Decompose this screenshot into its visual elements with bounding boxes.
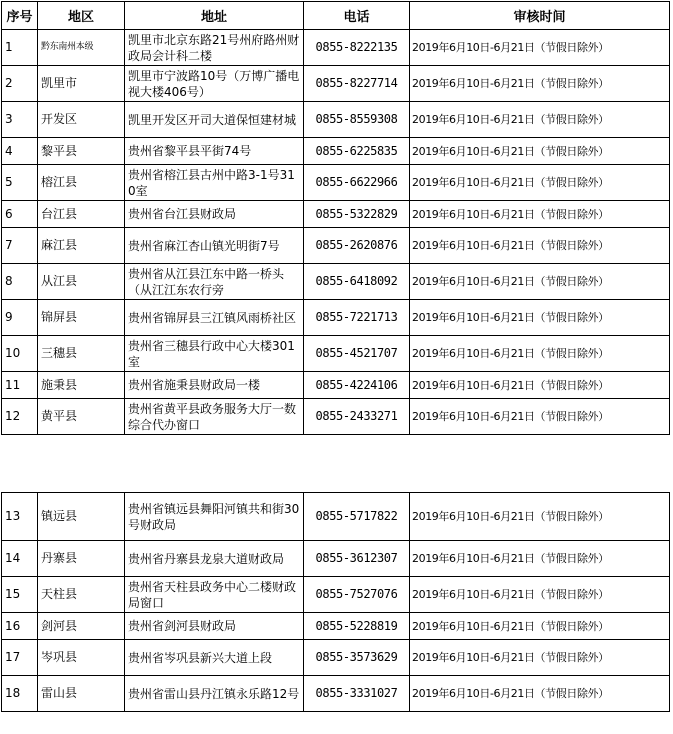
table-row: [2, 493, 670, 541]
row-index: 1: [2, 30, 38, 66]
row-region: 岑巩县: [38, 640, 125, 676]
row-phone: 0855-8222135: [304, 30, 410, 66]
table-row: [2, 577, 670, 613]
row-address: 贵州省天柱县政务中心二楼财政局窗口: [125, 577, 304, 613]
row-region: 从江县: [38, 264, 125, 300]
row-address: 贵州省岑巩县新兴大道上段: [125, 640, 304, 676]
row-address: 贵州省三穗县行政中心大楼301室: [125, 336, 304, 372]
row-index: 7: [2, 228, 38, 264]
row-phone: 0855-4521707: [304, 336, 410, 372]
row-address: 贵州省剑河县财政局: [125, 613, 304, 640]
row-index: 11: [2, 372, 38, 399]
row-phone: 0855-8559308: [304, 102, 410, 138]
row-address: 凯里市宁波路10号（万博广播电视大楼406号）: [125, 66, 304, 102]
row-phone: 0855-3331027: [304, 676, 410, 712]
table-row: [2, 228, 670, 264]
table-row: [2, 372, 670, 399]
row-region: 凯里市: [38, 66, 125, 102]
row-region: 镇远县: [38, 493, 125, 541]
table-row: [2, 613, 670, 640]
row-review-time: 2019年6月10日-6月21日（节假日除外）: [410, 138, 670, 165]
table-row: [2, 66, 670, 102]
row-address: 贵州省黄平县政务服务大厅一数综合代办窗口: [125, 399, 304, 435]
row-phone: 0855-3573629: [304, 640, 410, 676]
row-phone: 0855-5322829: [304, 201, 410, 228]
row-index: 17: [2, 640, 38, 676]
table-row: [2, 336, 670, 372]
row-index: 12: [2, 399, 38, 435]
row-review-time: 2019年6月10日-6月21日（节假日除外）: [410, 30, 670, 66]
row-phone: 0855-7221713: [304, 300, 410, 336]
row-region: 三穗县: [38, 336, 125, 372]
row-region: 黔东南州本级: [38, 30, 125, 66]
row-review-time: 2019年6月10日-6月21日（节假日除外）: [410, 399, 670, 435]
table-row: [2, 30, 670, 66]
row-region: 黄平县: [38, 399, 125, 435]
row-index: 10: [2, 336, 38, 372]
row-address: 贵州省榕江县古州中路3-1号310室: [125, 165, 304, 201]
row-review-time: 2019年6月10日-6月21日（节假日除外）: [410, 336, 670, 372]
row-region: 黎平县: [38, 138, 125, 165]
row-phone: 0855-5228819: [304, 613, 410, 640]
row-phone: 0855-8227714: [304, 66, 410, 102]
table-header-row: [2, 2, 670, 30]
row-index: 6: [2, 201, 38, 228]
row-phone: 0855-6225835: [304, 138, 410, 165]
table-row: [2, 640, 670, 676]
row-address: 贵州省施秉县财政局一楼: [125, 372, 304, 399]
row-review-time: 2019年6月10日-6月21日（节假日除外）: [410, 541, 670, 577]
row-index: 4: [2, 138, 38, 165]
row-address: 贵州省雷山县丹江镇永乐路12号: [125, 676, 304, 712]
table-row: [2, 676, 670, 712]
row-address: 贵州省麻江杏山镇光明街7号: [125, 228, 304, 264]
row-address: 贵州省黎平县平街74号: [125, 138, 304, 165]
row-review-time: 2019年6月10日-6月21日（节假日除外）: [410, 577, 670, 613]
row-review-time: 2019年6月10日-6月21日（节假日除外）: [410, 165, 670, 201]
table-row: [2, 102, 670, 138]
row-region: 台江县: [38, 201, 125, 228]
row-index: 16: [2, 613, 38, 640]
row-review-time: 2019年6月10日-6月21日（节假日除外）: [410, 493, 670, 541]
row-review-time: 2019年6月10日-6月21日（节假日除外）: [410, 613, 670, 640]
review-table-bottom: [1, 492, 670, 712]
header-review-time: 审核时间: [410, 2, 670, 30]
header-phone: 电话: [304, 2, 410, 30]
row-address: 贵州省锦屏县三江镇风雨桥社区: [125, 300, 304, 336]
row-region: 天柱县: [38, 577, 125, 613]
row-phone: 0855-3612307: [304, 541, 410, 577]
row-region: 丹寨县: [38, 541, 125, 577]
table-row: [2, 399, 670, 435]
row-region: 剑河县: [38, 613, 125, 640]
table-row: [2, 300, 670, 336]
row-index: 14: [2, 541, 38, 577]
row-index: 18: [2, 676, 38, 712]
table-row: [2, 541, 670, 577]
table-row: [2, 264, 670, 300]
table-row: [2, 201, 670, 228]
row-phone: 0855-5717822: [304, 493, 410, 541]
row-phone: 0855-4224106: [304, 372, 410, 399]
row-phone: 0855-2433271: [304, 399, 410, 435]
table-row: [2, 165, 670, 201]
row-index: 8: [2, 264, 38, 300]
row-address: 贵州省台江县财政局: [125, 201, 304, 228]
row-review-time: 2019年6月10日-6月21日（节假日除外）: [410, 102, 670, 138]
row-index: 2: [2, 66, 38, 102]
review-table-top: [1, 1, 670, 435]
row-index: 5: [2, 165, 38, 201]
header-index: 序号: [2, 2, 38, 30]
row-review-time: 2019年6月10日-6月21日（节假日除外）: [410, 264, 670, 300]
row-review-time: 2019年6月10日-6月21日（节假日除外）: [410, 676, 670, 712]
row-review-time: 2019年6月10日-6月21日（节假日除外）: [410, 66, 670, 102]
header-region: 地区: [38, 2, 125, 30]
row-address: 贵州省镇远县舞阳河镇共和街30号财政局: [125, 493, 304, 541]
row-address: 凯里市北京东路21号州府路州财政局会计科二楼: [125, 30, 304, 66]
row-region: 开发区: [38, 102, 125, 138]
row-phone: 0855-2620876: [304, 228, 410, 264]
row-address: 贵州省丹寨县龙泉大道财政局: [125, 541, 304, 577]
row-review-time: 2019年6月10日-6月21日（节假日除外）: [410, 640, 670, 676]
row-address: 凯里开发区开司大道保恒建材城: [125, 102, 304, 138]
row-index: 13: [2, 493, 38, 541]
header-address: 地址: [125, 2, 304, 30]
row-phone: 0855-6622966: [304, 165, 410, 201]
row-phone: 0855-7527076: [304, 577, 410, 613]
row-region: 施秉县: [38, 372, 125, 399]
row-region: 麻江县: [38, 228, 125, 264]
row-region: 雷山县: [38, 676, 125, 712]
row-review-time: 2019年6月10日-6月21日（节假日除外）: [410, 300, 670, 336]
row-index: 3: [2, 102, 38, 138]
row-phone: 0855-6418092: [304, 264, 410, 300]
table-row: [2, 138, 670, 165]
row-review-time: 2019年6月10日-6月21日（节假日除外）: [410, 201, 670, 228]
row-review-time: 2019年6月10日-6月21日（节假日除外）: [410, 372, 670, 399]
row-region: 榕江县: [38, 165, 125, 201]
row-review-time: 2019年6月10日-6月21日（节假日除外）: [410, 228, 670, 264]
row-region: 锦屏县: [38, 300, 125, 336]
row-index: 15: [2, 577, 38, 613]
row-address: 贵州省从江县江东中路一桥头（从江江东农行旁: [125, 264, 304, 300]
row-index: 9: [2, 300, 38, 336]
